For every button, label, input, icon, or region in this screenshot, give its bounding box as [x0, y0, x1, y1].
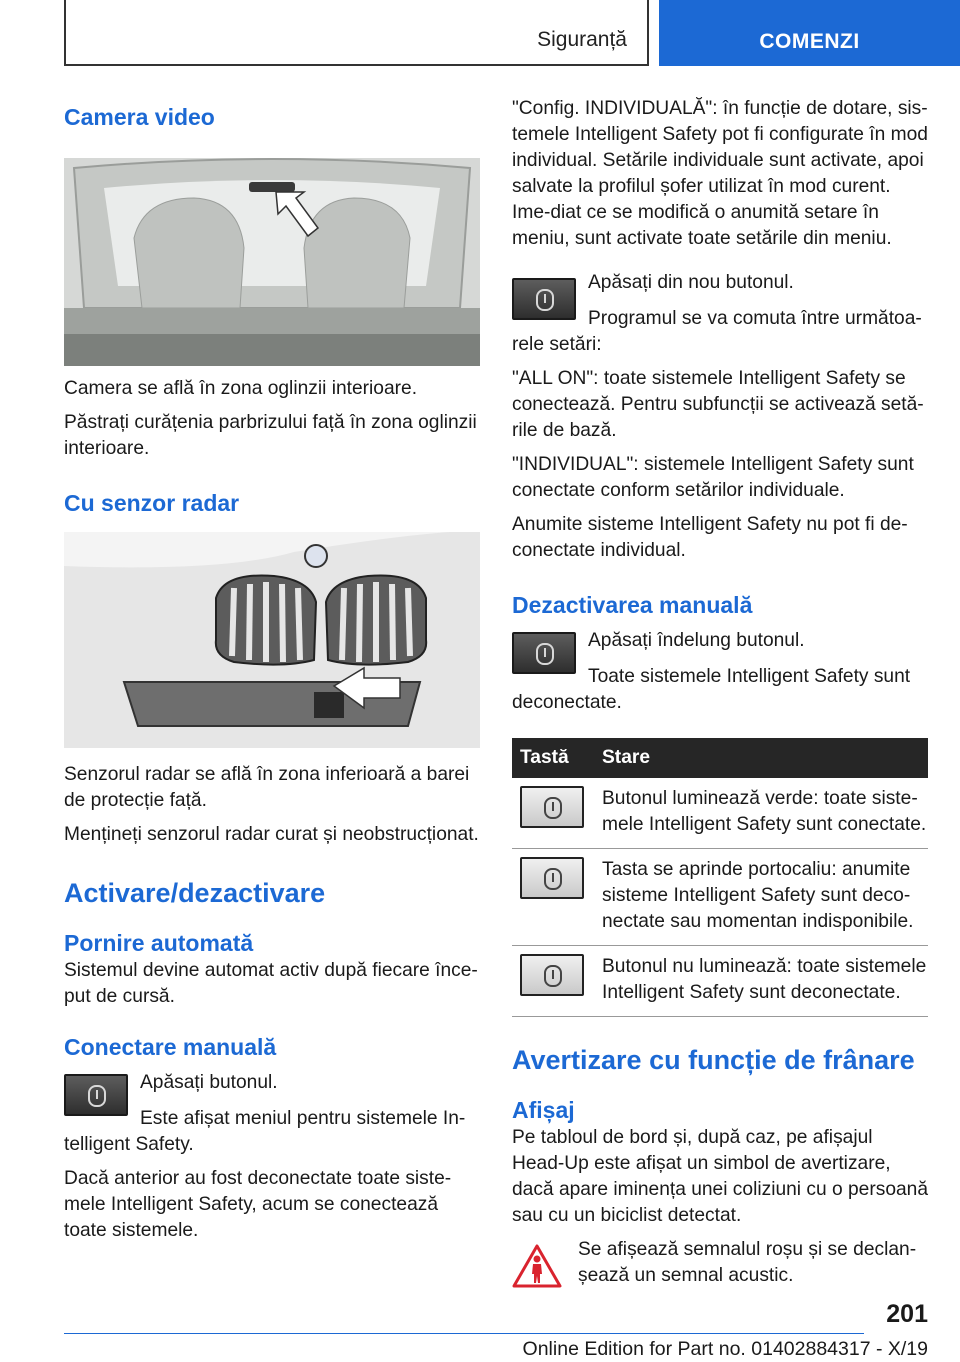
intelligent-safety-button-icon: [520, 857, 584, 899]
press-again-step: Apăsați din nou butonul.: [588, 272, 794, 293]
manual-deactivation-result: Toate sistemele Intelligent Safety sunt deconectate.: [512, 666, 911, 713]
intelligent-safety-button-icon: [520, 786, 584, 828]
table-cell-key: [512, 849, 594, 946]
footer-edition: Online Edition for Part no. 01402884317 - X/19: [522, 1338, 928, 1360]
intelligent-safety-button-icon: [64, 1074, 128, 1116]
pedestrian-warning-instruction: [512, 1237, 928, 1303]
manual-deactivation-heading: Dezactivarea manuală: [512, 592, 753, 618]
manual-connect-step: Apăsați butonul.: [140, 1072, 278, 1093]
camera-clean-text: Păstrați curățenia parbrizului față în zona oglinzii interioare.: [64, 412, 477, 459]
header-chapter-tab[interactable]: [659, 0, 960, 66]
page-header: [0, 0, 960, 66]
radar-heading: Cu senzor radar: [64, 490, 240, 516]
intelligent-safety-button-icon: [520, 954, 584, 996]
pedestrian-warning-text: Se afișează semnalul roșu și se declan-șează un semnal acustic.: [578, 1239, 917, 1286]
footer-divider: [64, 1333, 864, 1334]
header-chapter-label: COMENZI: [759, 30, 860, 53]
table-row: [512, 849, 928, 946]
car-interior-illustration: [64, 158, 480, 366]
braking-warning-heading: Avertizare cu funcție de frânare: [512, 1045, 915, 1075]
activation-heading: Activare/dezactivare: [64, 878, 326, 908]
manual-deactivation-step: Apăsați îndelung butonul.: [588, 630, 805, 651]
table-header-key: Tastă: [512, 738, 594, 778]
manual-connect-result: Este afișat meniul pentru sistemele In-telligent Safety.: [64, 1108, 466, 1155]
car-front-bumper-illustration: [64, 532, 480, 748]
table-header-row: [512, 738, 928, 778]
right-column: [512, 96, 928, 1303]
individual-text: "INDIVIDUAL": sistemele Intelligent Safety sunt conectate conform setărilor individuale.: [512, 454, 914, 501]
manual-deactivation-instruction: [512, 628, 928, 680]
display-heading: Afișaj: [512, 1097, 575, 1123]
intelligent-safety-button-icon: [512, 632, 576, 674]
manual-connect-heading: Conectare manuală: [64, 1034, 277, 1060]
manual-connect-note: Dacă anterior au fost deconectate toate siste-mele Intelligent Safety, acum se conectează toate sistemele.: [64, 1168, 452, 1241]
table-cell-state: Butonul luminează verde: toate siste-mele Intelligent Safety sunt conectate.: [594, 778, 928, 849]
radar-photo: [64, 532, 480, 748]
left-column: [64, 96, 480, 1252]
auto-start-heading: Pornire automată: [64, 930, 254, 956]
pedestrian-warning-icon: [512, 1243, 562, 1289]
button-state-table: [512, 738, 928, 1017]
table-cell-state: Butonul nu luminează: toate sistemele Intelligent Safety sunt deconectate.: [594, 946, 928, 1017]
table-cell-key: [512, 778, 594, 849]
radar-location-text: Senzorul radar se află în zona inferioară a barei de protecție față.: [64, 764, 470, 811]
intelligent-safety-button-icon: [512, 278, 576, 320]
table-row: [512, 778, 928, 849]
radar-clean-text: Mențineți senzorul radar curat și neobstrucționat.: [64, 824, 479, 845]
table-row: [512, 946, 928, 1017]
header-section-box: [64, 0, 649, 66]
table-cell-state: Tasta se aprinde portocaliu: anumite sisteme Intelligent Safety sunt deco-nectate sau momentan indisponibile.: [594, 849, 928, 946]
not-individually-text: Anumite sisteme Intelligent Safety nu pot fi de-conectate individual.: [512, 514, 908, 561]
all-on-text: "ALL ON": toate sistemele Intelligent Safety se conectează. Pentru subfuncții se activează setă-rile de bază.: [512, 368, 924, 441]
display-text: Pe tabloul de bord și, după caz, pe afișajul Head-Up este afișat un simbol de avertizare, dacă apare iminența unei coliziuni cu o persoană sau cu un biciclist detectat.: [512, 1127, 928, 1226]
table-cell-key: [512, 946, 594, 1017]
press-again-instruction: [512, 270, 928, 322]
page-number: 201: [886, 1300, 928, 1328]
table-header-state: Stare: [594, 738, 928, 778]
page-footer: [0, 1300, 960, 1362]
camera-photo: [64, 158, 480, 366]
auto-start-text: Sistemul devine automat activ după fiecare înce-put de cursă.: [64, 960, 478, 1007]
header-section-title: Siguranță: [537, 28, 627, 51]
config-individual-text: "Config. INDIVIDUALĂ": în funcție de dotare, sis-temele Intelligent Safety pot fi configurate în mod individual. Setările individuale sunt activate, apoi salvate la profilul șofer utilizat în mod curent. Ime-diat ce se modifică o anumită setare în meniu, sunt activate toate setările din meniu.: [512, 98, 928, 249]
manual-connect-instruction: [64, 1070, 480, 1122]
camera-location-text: Camera se află în zona oglinzii interioare.: [64, 378, 418, 399]
camera-heading: Camera video: [64, 104, 215, 130]
press-again-result: Programul se va comuta între următoa-rele setări:: [512, 308, 922, 355]
